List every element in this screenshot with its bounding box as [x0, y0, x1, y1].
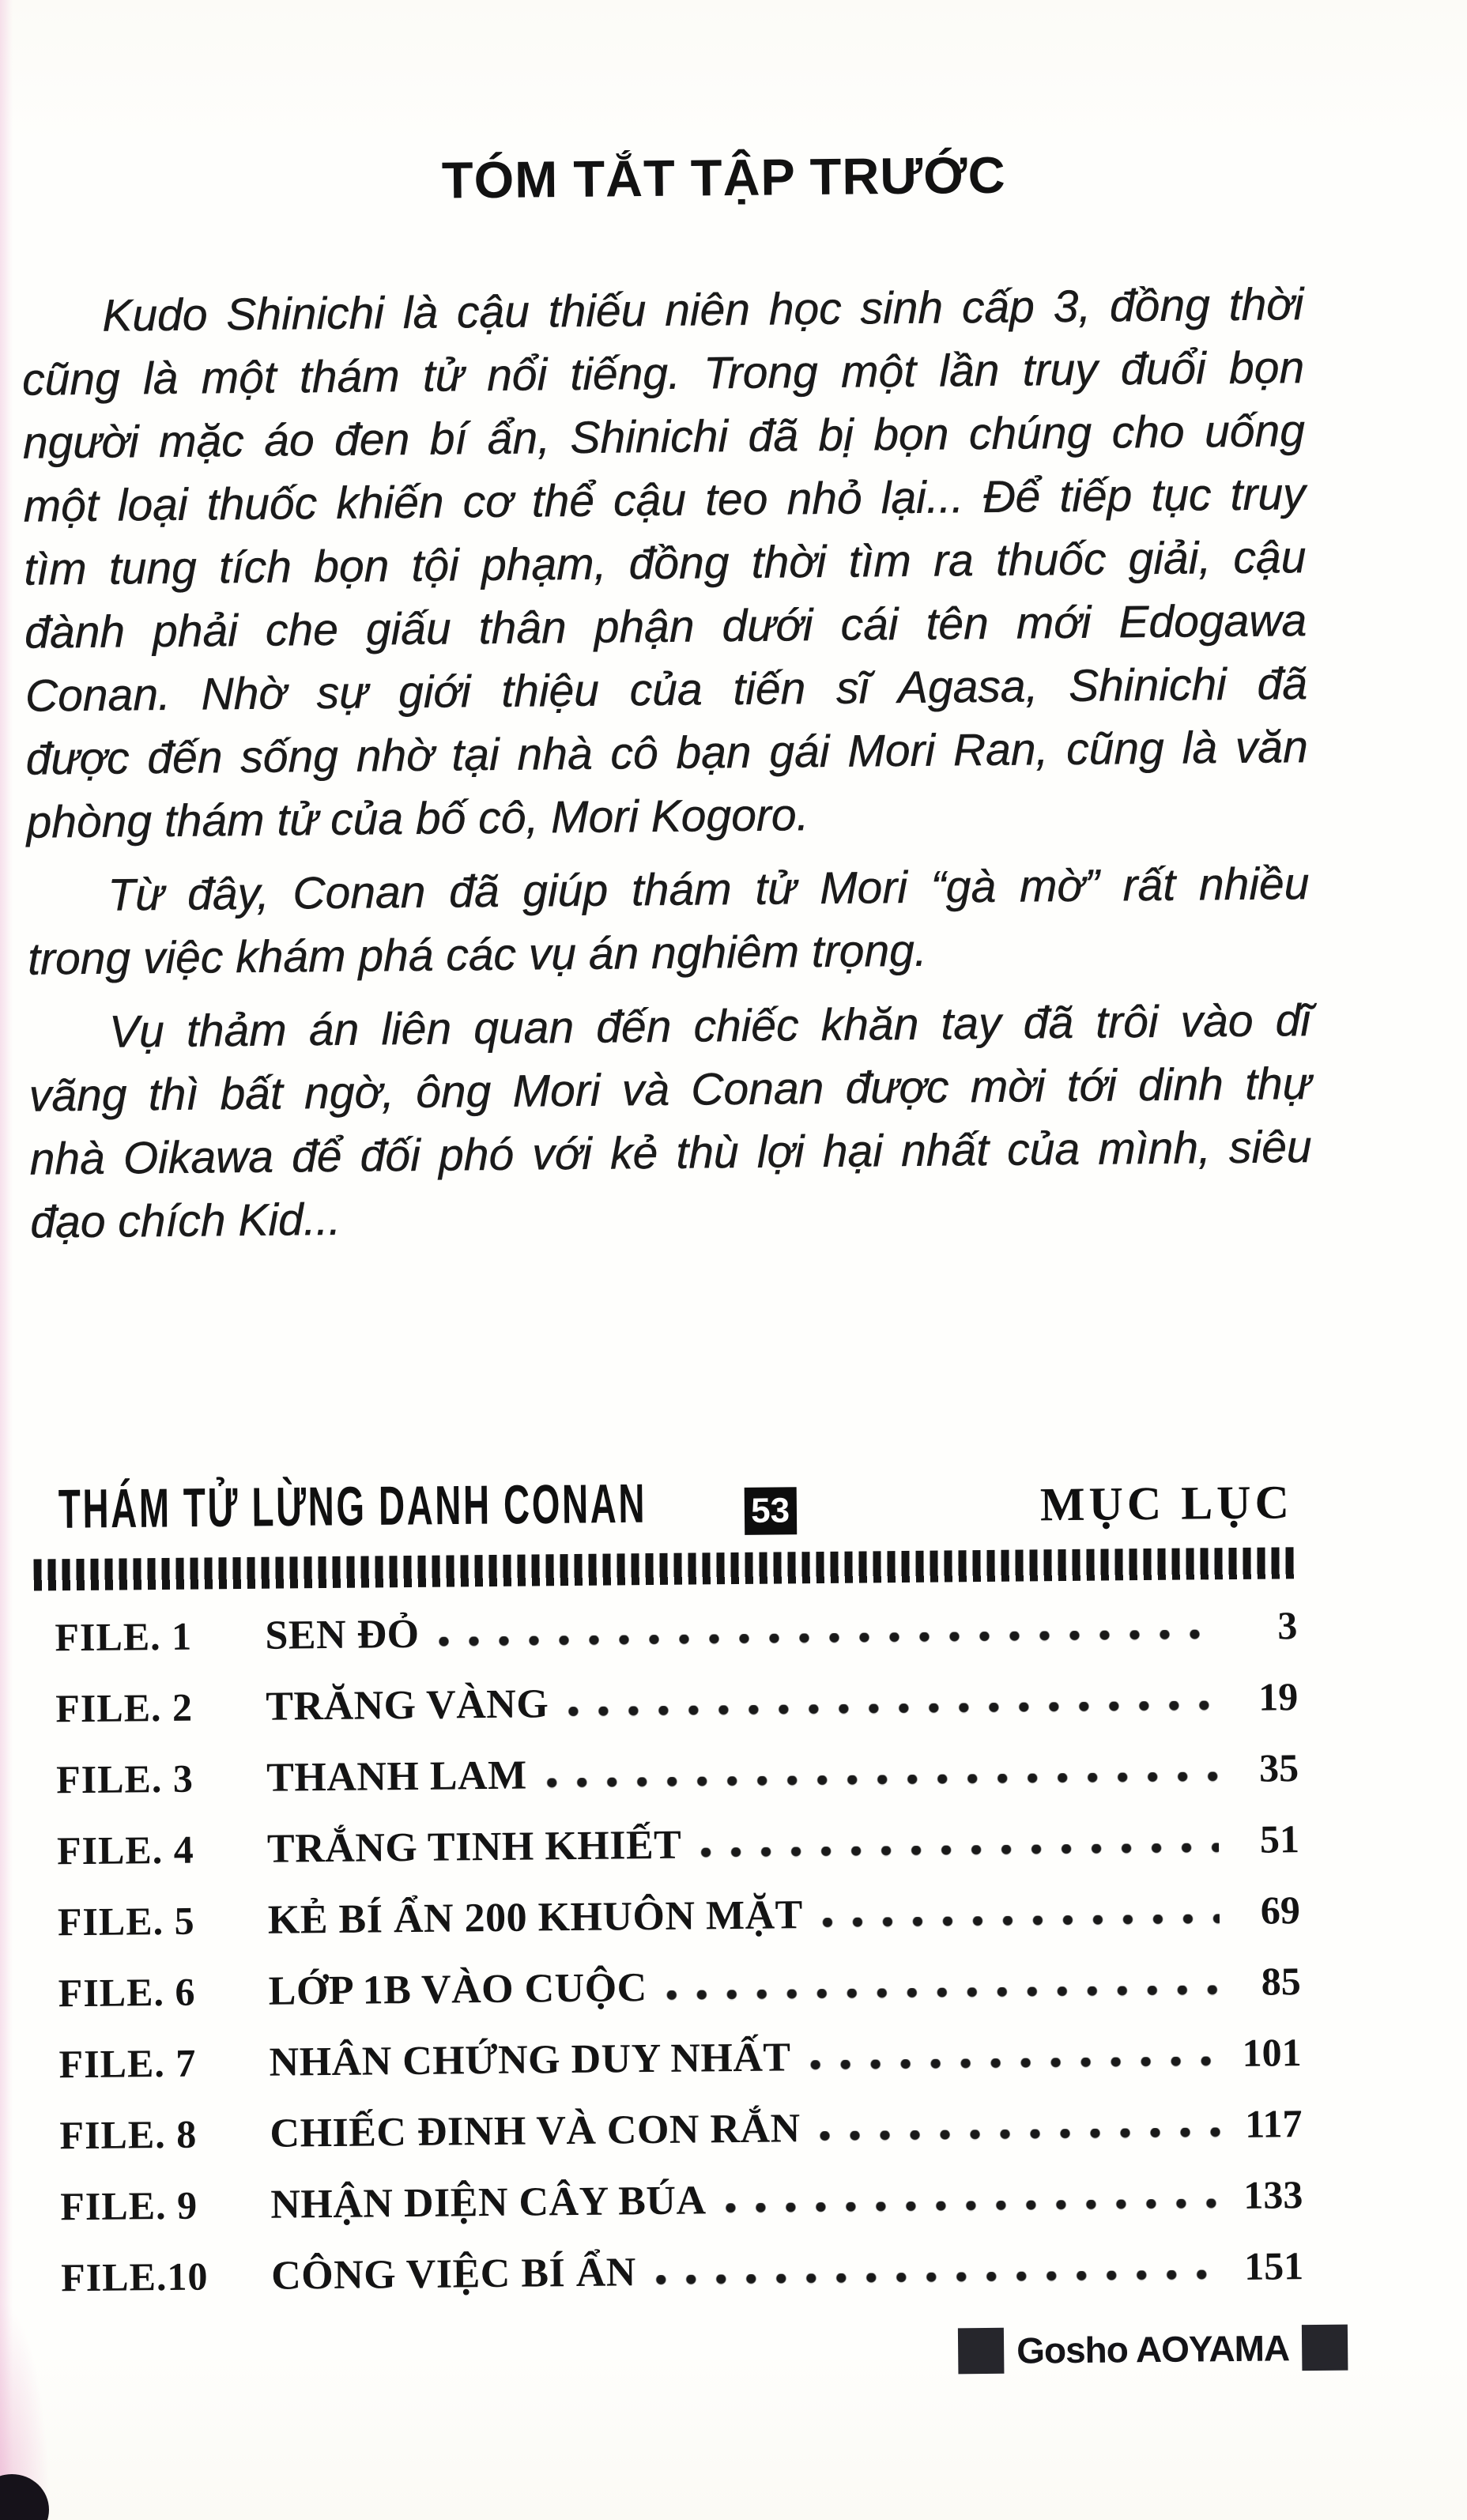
toc-dot-leader — [655, 2269, 1223, 2285]
summary-paragraph — [21, 273, 1309, 854]
toc-entry-title: CHIẾC ĐINH VÀ CON RẮN — [270, 2106, 801, 2156]
text-line: tìm tung tích bọn tội phạm, đồng thời tìm ra thuốc giải, cậu — [24, 532, 1307, 595]
author-name: Gosho AOYAMA — [1016, 2327, 1290, 2371]
toc-page-number: 69 — [1260, 1888, 1301, 1933]
author-credit — [958, 2325, 1348, 2375]
toc-dot-leader — [822, 1914, 1220, 1928]
toc-entry — [61, 2243, 1304, 2326]
summary-paragraph — [28, 989, 1313, 1254]
toc-file-label: FILE.10 — [60, 2254, 209, 2300]
toc-entry — [58, 1958, 1301, 2041]
toc-entry — [56, 1745, 1299, 1828]
toc-entry-title: THANH LAM — [266, 1752, 527, 1801]
toc-entry-title: LỚP 1B VÀO CUỘC — [268, 1965, 647, 2014]
toc-entry — [59, 2100, 1303, 2183]
text-line: một loại thuốc khiến cơ thể cậu teo nhỏ lại... Để tiếp tục truy — [23, 469, 1306, 532]
series-logo — [58, 1473, 797, 1541]
text-line: đành phải che giấu thân phận dưới cái tên mới Edogawa — [24, 595, 1307, 658]
toc-dot-leader — [546, 1771, 1219, 1788]
toc-file-label: FILE. 6 — [58, 1969, 196, 2016]
toc-entry-title: NHÂN CHỨNG DUY NHẤT — [269, 2035, 791, 2085]
toc-page-number: 101 — [1242, 2030, 1302, 2075]
text-line: nhà Oikawa để đối phó với kẻ thù lợi hại nhất của mình, siêu — [29, 1121, 1312, 1185]
text-line: người mặc áo đen bí ẩn, Shinichi đã bị bọn chúng cho uống — [22, 406, 1306, 469]
footer-square-left-icon — [958, 2328, 1005, 2375]
toc-file-label: FILE. 7 — [58, 2040, 197, 2087]
toc-page-number: 19 — [1258, 1674, 1299, 1719]
toc-file-label: FILE. 2 — [55, 1684, 194, 1731]
toc-dot-leader — [820, 2127, 1222, 2141]
text-line: vãng thì bất ngờ, ông Mori và Conan được mời tới dinh thự — [28, 1058, 1312, 1122]
toc-entry-title: KẺ BÍ ẨN 200 KHUÔN MẶT — [267, 1892, 804, 1943]
toc-page-number: 85 — [1261, 1959, 1301, 2004]
toc-file-label: FILE. 1 — [55, 1613, 193, 1660]
toc-page-number: 35 — [1258, 1745, 1299, 1790]
toc-dot-leader — [666, 1985, 1220, 2001]
toc-entry — [55, 1602, 1298, 1685]
toc-dot-leader — [726, 2198, 1223, 2213]
toc-list — [55, 1602, 1304, 2326]
toc-entry-title: TRẮNG TINH KHIẾT — [266, 1822, 682, 1872]
toc-file-label: FILE. 8 — [59, 2111, 198, 2158]
toc-header — [58, 1466, 1294, 1541]
toc-file-label: FILE. 3 — [55, 1756, 194, 1802]
text-line: Conan. Nhờ sự giới thiệu của tiến sĩ Agasa, Shinichi đã — [25, 658, 1308, 722]
toc-file-label: FILE. 5 — [57, 1898, 195, 1945]
text-line: cũng là một thám tử nổi tiếng. Trong một lần truy đuổi bọn — [21, 342, 1305, 406]
summary-title: TÓM TẮT TẬP TRƯỚC — [441, 145, 1006, 209]
footer-square-right-icon — [1302, 2325, 1348, 2371]
toc-page-number: 151 — [1243, 2243, 1304, 2288]
text-line: được đến sống nhờ tại nhà cô bạn gái Mori Ran, cũng là văn — [25, 722, 1309, 785]
toc-entry-title: CÔNG VIỆC BÍ ẨN — [270, 2250, 637, 2299]
summary-paragraph — [27, 852, 1310, 991]
toc-dot-leader — [810, 2056, 1221, 2070]
toc-file-label: FILE. 4 — [56, 1827, 194, 1873]
text-line: Vụ thảm án liên quan đến chiếc khăn tay đã trôi vào dĩ — [108, 995, 1311, 1058]
series-logo-text: THÁM TỬ LỪNG DANH CONAN — [58, 1473, 647, 1541]
toc-dot-leader — [700, 1843, 1219, 1858]
summary-body — [21, 273, 1313, 1254]
toc-page-number: 3 — [1277, 1603, 1298, 1648]
toc-page-number: 133 — [1243, 2172, 1303, 2217]
toc-file-label: FILE. 9 — [60, 2182, 198, 2229]
text-line: trong việc khám phá các vụ án nghiêm trọng. — [27, 925, 927, 985]
toc-entry — [57, 1816, 1300, 1899]
volume-badge: 53 — [744, 1487, 797, 1535]
toc-page-number: 51 — [1259, 1816, 1300, 1862]
toc-entry-title: TRĂNG VÀNG — [266, 1681, 549, 1730]
toc-dot-leader — [439, 1629, 1217, 1647]
toc-entry-title: NHẬN DIỆN CÂY BÚA — [270, 2178, 707, 2228]
toc-page-number: 117 — [1244, 2101, 1303, 2146]
text-line: Từ đây, Conan đã giúp thám tử Mori “gà mờ” rất nhiều — [107, 858, 1310, 921]
toc-heading: MỤC LỤC — [1039, 1476, 1294, 1531]
toc-entry-title: SEN ĐỎ — [265, 1611, 420, 1658]
toc-dot-leader — [568, 1700, 1217, 1717]
toc-entry — [55, 1673, 1299, 1756]
text-line: Kudo Shinichi là cậu thiếu niên học sinh cấp 3, đồng thời — [102, 279, 1304, 341]
text-line: đạo chích Kid... — [30, 1194, 341, 1248]
toc-entry — [60, 2171, 1303, 2254]
text-line: phòng thám tử của bố cô, Mori Kogoro. — [26, 790, 809, 848]
toc-entry — [58, 2029, 1302, 2112]
divider-bars — [33, 1547, 1295, 1590]
toc-entry — [58, 1887, 1301, 1970]
